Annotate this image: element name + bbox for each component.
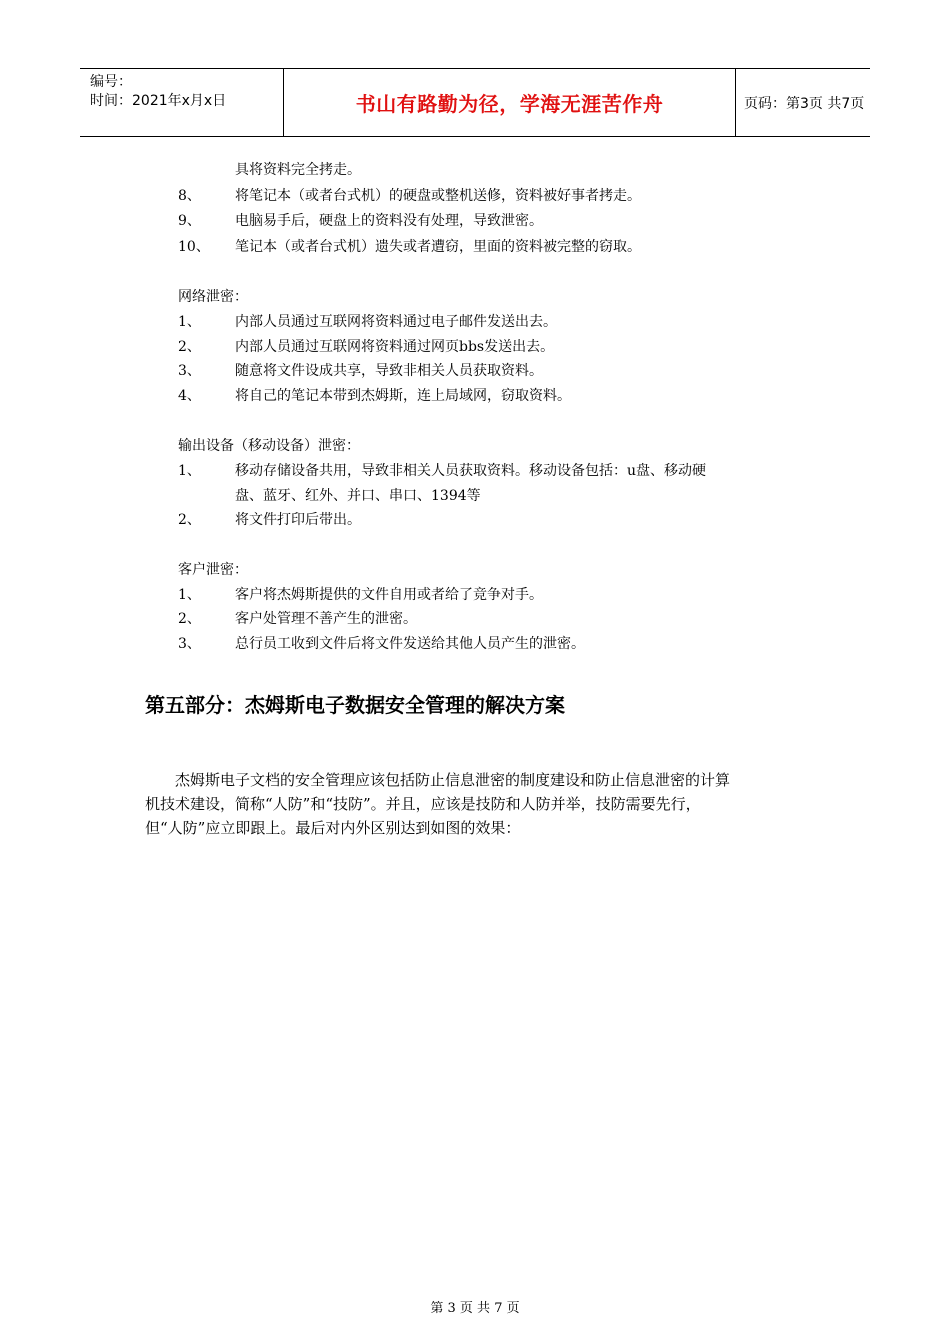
list-item-number: 2、 <box>178 611 201 627</box>
header-motto: 书山有路勤为径，学海无涯苦作舟 <box>283 69 736 136</box>
list-item-number: 1、 <box>178 587 201 603</box>
list-item-number: 4、 <box>178 388 201 404</box>
list-item-text: 电脑易手后，硬盘上的资料没有处理，导致泄密。 <box>235 213 543 229</box>
list-item-text: 移动存储设备共用，导致非相关人员获取资料。移动设备包括：u盘、移动硬 <box>235 463 707 479</box>
list-item-text: 随意将文件设成共享，导致非相关人员获取资料。 <box>235 363 543 379</box>
header-page-info: 页码：第3页 共7页 <box>744 95 865 112</box>
list-item-number: 3、 <box>178 363 201 379</box>
body-paragraph <box>145 768 815 840</box>
list-item-text-continued: 盘、蓝牙、红外、并口、串口、1394等 <box>235 488 481 504</box>
list-item-text: 客户将杰姆斯提供的文件自用或者给了竞争对手。 <box>235 587 543 603</box>
page-header <box>80 68 870 137</box>
section-heading-customer: 客户泄密： <box>178 562 248 578</box>
list-item-text: 将自己的笔记本带到杰姆斯，连上局域网，窃取资料。 <box>235 388 571 404</box>
paragraph-line: 机技术建设，简称“人防”和“技防”。并且，应该是技防和人防并举，技防需要先行， <box>145 795 701 813</box>
list-item-number: 2、 <box>178 512 201 528</box>
list-item-text: 内部人员通过互联网将资料通过网页bbs发送出去。 <box>235 339 555 355</box>
carry-over-line: 具将资料完全拷走。 <box>235 162 361 178</box>
page-footer: 第 3 页 共 7 页 <box>430 1301 520 1316</box>
time-label: 时间：2021年x月x日 <box>90 93 227 109</box>
paragraph-line: 杰姆斯电子文档的安全管理应该包括防止信息泄密的制度建设和防止信息泄密的计算 <box>175 771 731 789</box>
number-label: 编号： <box>90 74 132 90</box>
section-heading-network: 网络泄密： <box>178 289 248 305</box>
list-item-text: 客户处管理不善产生的泄密。 <box>235 611 417 627</box>
list-item-number: 1、 <box>178 463 201 479</box>
list-item-text: 总行员工收到文件后将文件发送给其他人员产生的泄密。 <box>235 636 585 652</box>
list-item-number: 9、 <box>178 213 201 229</box>
list-item-text: 内部人员通过互联网将资料通过电子邮件发送出去。 <box>235 314 557 330</box>
section-heading-output: 输出设备（移动设备）泄密： <box>178 438 360 454</box>
list-item-number: 10、 <box>178 239 210 255</box>
list-item-text: 笔记本（或者台式机）遗失或者遭窃，里面的资料被完整的窃取。 <box>235 239 641 255</box>
list-item-text: 将笔记本（或者台式机）的硬盘或整机送修，资料被好事者拷走。 <box>235 188 641 204</box>
list-item-number: 1、 <box>178 314 201 330</box>
list-item-number: 2、 <box>178 339 201 355</box>
section-title: 第五部分：杰姆斯电子数据安全管理的解决方案 <box>145 693 565 717</box>
list-item-number: 3、 <box>178 636 201 652</box>
paragraph-line: 但“人防”应立即跟上。最后对内外区别达到如图的效果： <box>145 819 521 837</box>
list-item-text: 将文件打印后带出。 <box>235 512 361 528</box>
header-meta <box>80 69 283 136</box>
list-item-number: 8、 <box>178 188 201 204</box>
